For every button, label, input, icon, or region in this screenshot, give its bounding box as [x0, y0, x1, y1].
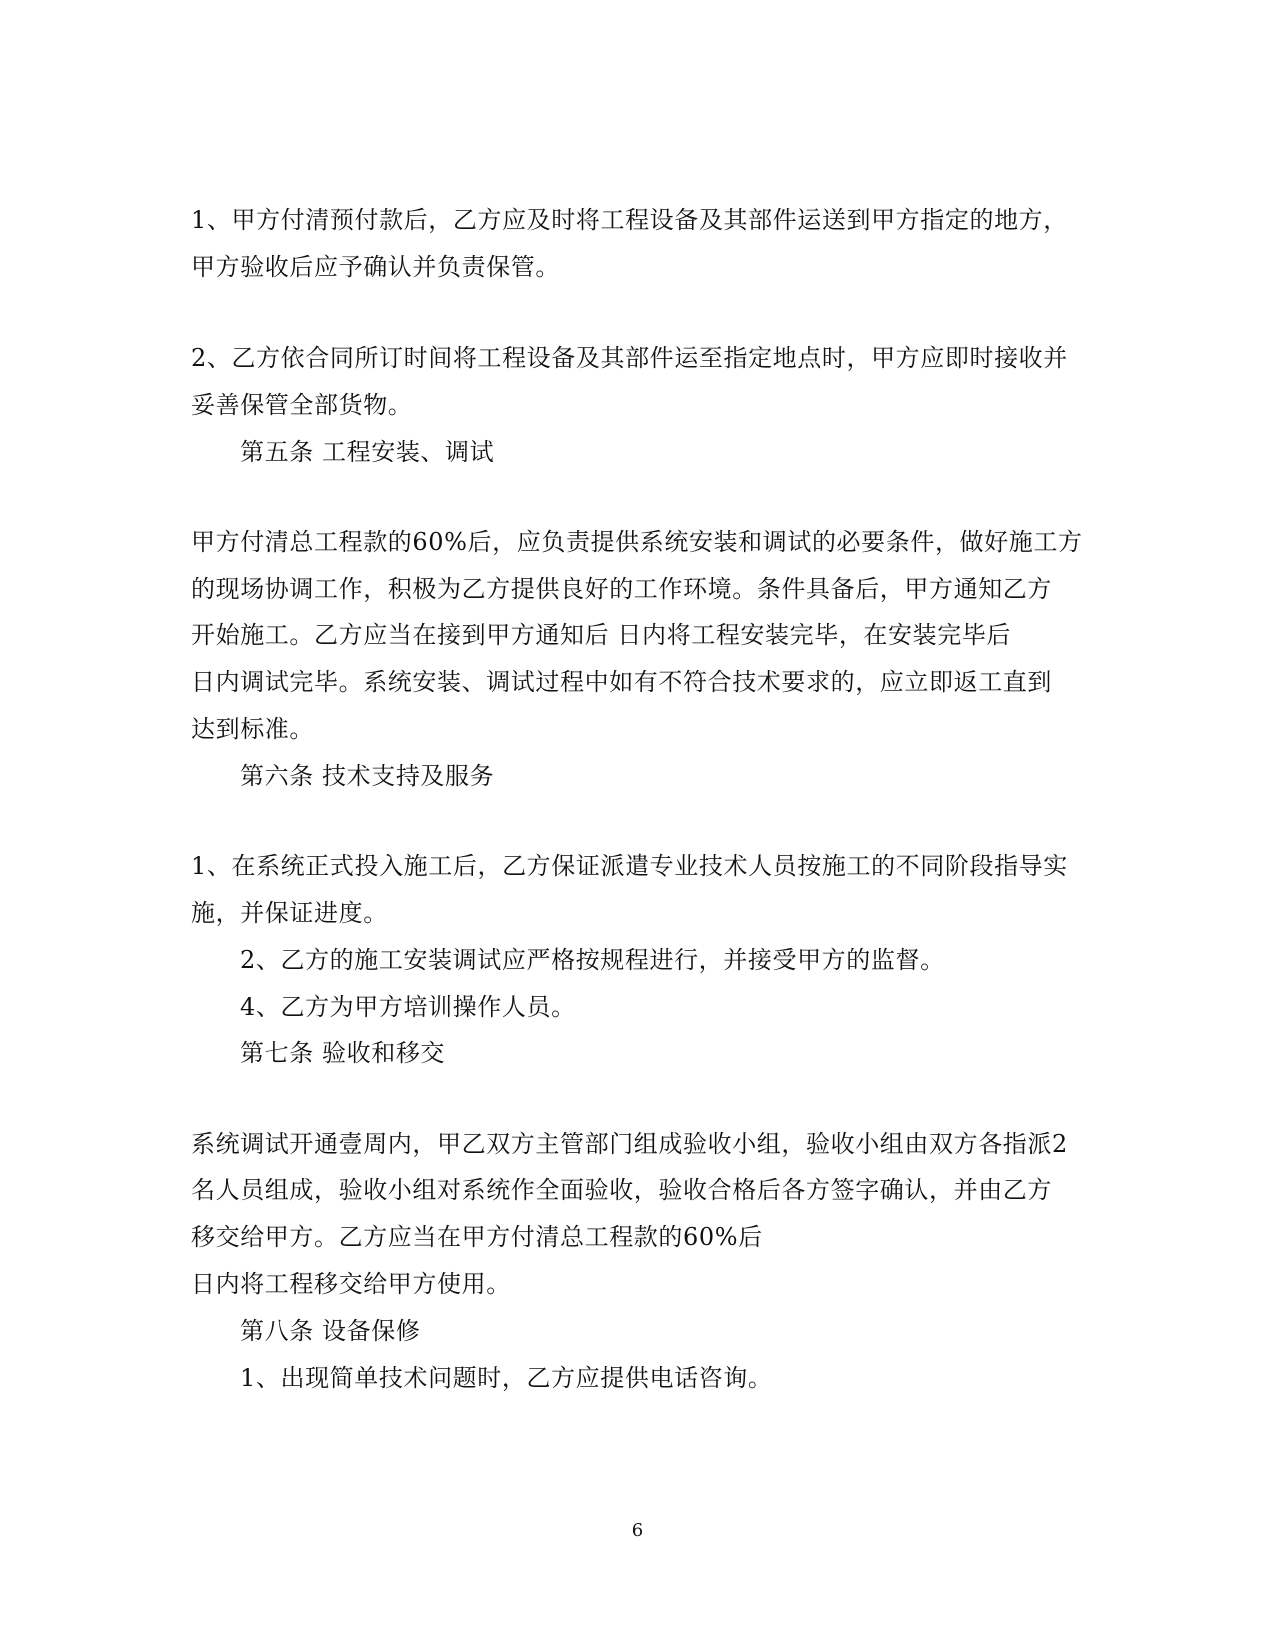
article-7-body-line-1: 系统调试开通壹周内，甲乙双方主管部门组成验收小组，验收小组由双方各指派2	[191, 1130, 1068, 1158]
article-5-body-line-3: 开始施工。乙方应当在接到甲方通知后 日内将工程安装完毕，在安装完毕后	[191, 621, 1012, 649]
article-7-body-line-3: 移交给甲方。乙方应当在甲方付清总工程款的60%后	[191, 1223, 763, 1251]
article-6-item-4: 4、乙方为甲方培训操作人员。	[240, 993, 576, 1021]
article-7-body-line-4: 日内将工程移交给甲方使用。	[191, 1270, 511, 1298]
article-5-heading: 第五条 工程安装、调试	[240, 438, 495, 466]
clause-4-item-2-line-1: 2、乙方依合同所订时间将工程设备及其部件运至指定地点时，甲方应即时接收并	[191, 344, 1068, 372]
article-6-item-2: 2、乙方的施工安装调试应严格按规程进行，并接受甲方的监督。	[240, 946, 945, 974]
article-6-item-1-line-2: 施，并保证进度。	[191, 899, 388, 927]
article-5-body-line-2: 的现场协调工作，积极为乙方提供良好的工作环境。条件具备后，甲方通知乙方	[191, 575, 1052, 603]
article-7-heading: 第七条 验收和移交	[240, 1039, 446, 1067]
clause-4-item-2-line-2: 妥善保管全部货物。	[191, 391, 413, 419]
article-5-body-line-4: 日内调试完毕。系统安装、调试过程中如有不符合技术要求的，应立即返工直到	[191, 668, 1052, 696]
article-7-body-line-2: 名人员组成，验收小组对系统作全面验收，验收合格后各方签字确认，并由乙方	[191, 1176, 1052, 1204]
page-number: 6	[631, 1520, 644, 1541]
article-8-heading: 第八条 设备保修	[240, 1317, 421, 1345]
article-5-body-line-1: 甲方付清总工程款的60%后，应负责提供系统安装和调试的必要条件，做好施工方	[191, 528, 1083, 556]
article-6-heading: 第六条 技术支持及服务	[240, 762, 495, 790]
clause-4-item-1-line-2: 甲方验收后应予确认并负责保管。	[191, 253, 560, 281]
article-5-body-line-5: 达到标准。	[191, 715, 314, 743]
article-6-item-1-line-1: 1、在系统正式投入施工后，乙方保证派遣专业技术人员按施工的不同阶段指导实	[191, 852, 1068, 880]
article-8-item-1: 1、出现简单技术问题时，乙方应提供电话咨询。	[240, 1364, 773, 1392]
clause-4-item-1-line-1: 1、甲方付清预付款后，乙方应及时将工程设备及其部件运送到甲方指定的地方，	[191, 206, 1068, 234]
